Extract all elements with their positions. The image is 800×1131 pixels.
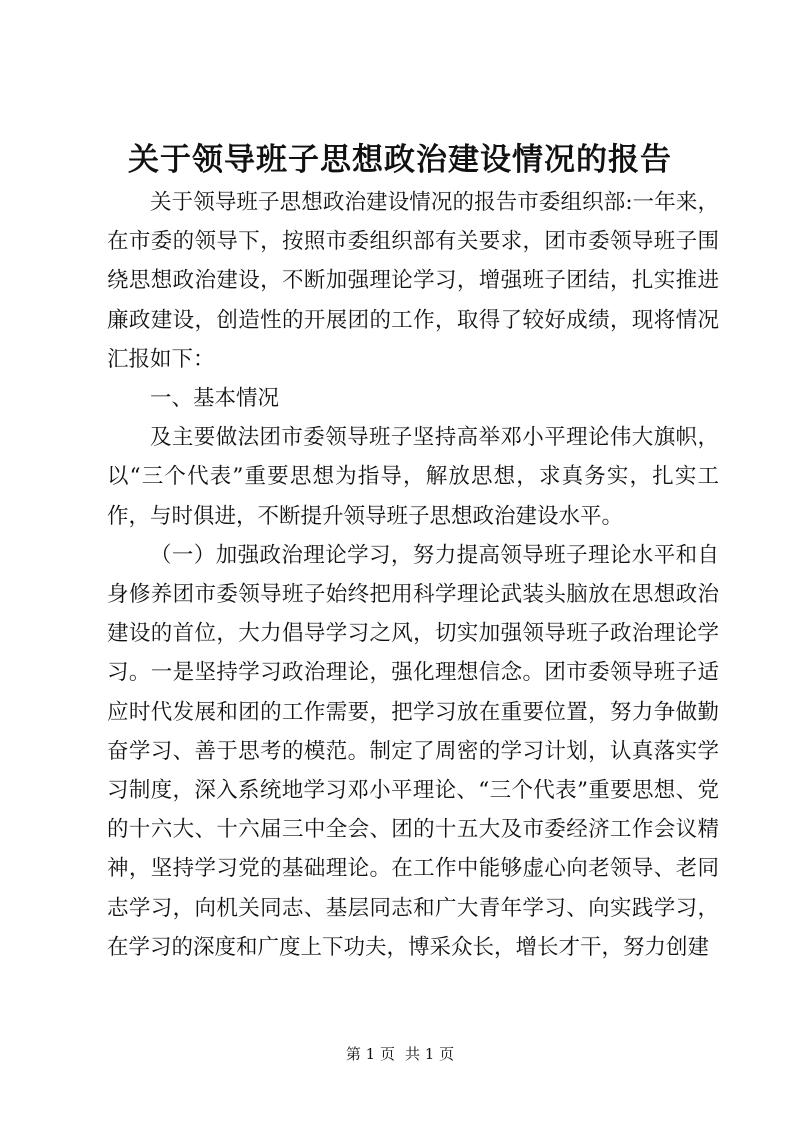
page-number: 第 1 页 (345, 1045, 395, 1063)
section-heading-basic: 一、基本情况 (150, 386, 280, 412)
paragraph-intro: 关于领导班子思想政治建设情况的报告市委组织部:一年来，在市委的领导下，按照市委组织部有关要求，团市委领导班子围绕思想政治建设，不断加强理论学习，增强班子团结，扎实推进廉政建设，创造性的开展团的工作，取得了较好成绩，现将情况汇报如下： (107, 190, 719, 372)
paragraph-main-practice: 及主要做法团市委领导班子坚持高举邓小平理论伟大旗帜，以“三个代表”重要思想为指导，解放思想，求真务实，扎实工作，与时俱进，不断提升领导班子思想政治建设水平。 (107, 425, 719, 529)
paragraph-theory-study: （一）加强政治理论学习，努力提高领导班子理论水平和自身修养团市委领导班子始终把用科学理论武装头脑放在思想政治建设的首位，大力倡导学习之风，切实加强领导班子政治理论学习。一是坚持学习政治理论，强化理想信念。团市委领导班子适应时代发展和团的工作需要，把学习放在重要位置，努力争做勤奋学习、善于思考的模范。制定了周密的学习计划，认真落实学习制度，深入系统地学习邓小平理论、“三个代表”重要思想、党的十六大、十六届三中全会、团的十五大及市委经济工作会议精神，坚持学习党的基础理论。在工作中能够虚心向老领导、老同志学习，向机关同志、基层同志和广大青年学习、向实践学习，在学习的深度和广度上下功夫，博采众长，增长才干，努力创建 (107, 542, 719, 960)
document-title: 关于领导班子思想政治建设情况的报告 (128, 142, 672, 178)
page-footer (0, 1043, 800, 1065)
page-total: 共 1 页 (405, 1045, 455, 1063)
document-body (107, 183, 719, 967)
